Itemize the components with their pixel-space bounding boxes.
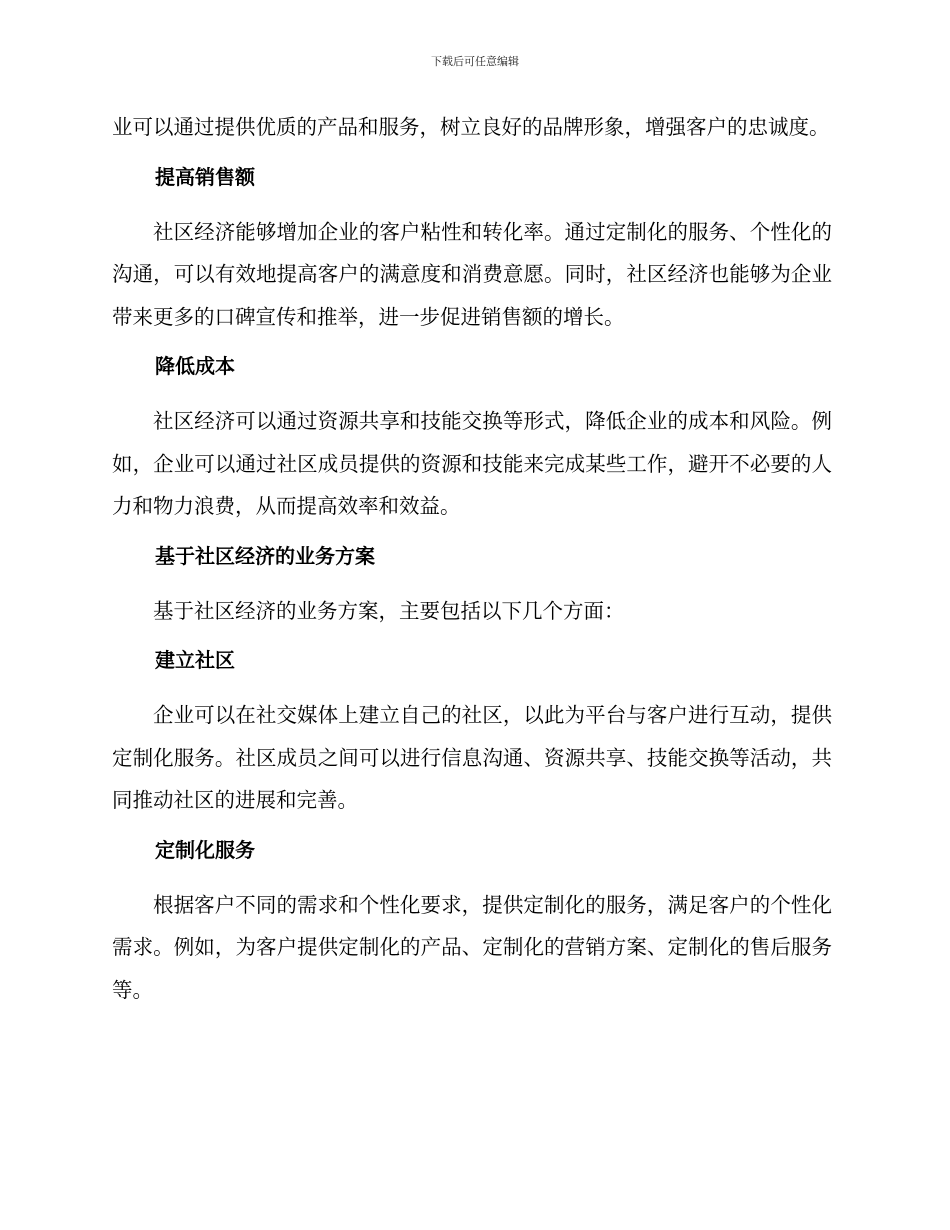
paragraph-increase-sales: 社区经济能够增加企业的客户粘性和转化率。通过定制化的服务、个性化的沟通，可以有效地提高客户的满意度和消费意愿。同时，社区经济也能够为企业带来更多的口碑宣传和推举，进一步促进销售额的增长。: [112, 219, 832, 329]
section-heading-business-plan: 基于社区经济的业务方案: [155, 543, 375, 568]
paragraph-reduce-cost: 社区经济可以通过资源共享和技能交换等形式，降低企业的成本和风险。例如，企业可以通过社区成员提供的资源和技能来完成某些工作，避开不必要的人力和物力浪费，从而提高效率和效益。: [112, 409, 832, 518]
section-heading-build-community: 建立社区: [155, 648, 235, 672]
section-heading-reduce-cost: 降低成本: [155, 354, 235, 378]
section-heading-custom-service: 定制化服务: [155, 837, 255, 862]
section-heading-increase-sales: 提高销售额: [155, 164, 255, 189]
paragraph-custom-service: 根据客户不同的需求和个性化要求，提供定制化的服务，满足客户的个性化需求。例如，为客户提供定制化的产品、定制化的营销方案、定制化的售后服务等。: [112, 892, 832, 1002]
paragraph-continuation: 业可以通过提供优质的产品和服务，树立良好的品牌形象，增强客户的忠诚度。: [112, 115, 830, 139]
document-body: [112, 106, 832, 1023]
page-header: 下载后可任意编辑: [431, 55, 519, 68]
paragraph-business-plan: 基于社区经济的业务方案，主要包括以下几个方面：: [153, 598, 625, 623]
paragraph-build-community: 企业可以在社交媒体上建立自己的社区，以此为平台与客户进行互动，提供定制化服务。社区成员之间可以进行信息沟通、资源共享、技能交换等活动，共同推动社区的进展和完善。: [112, 703, 832, 812]
